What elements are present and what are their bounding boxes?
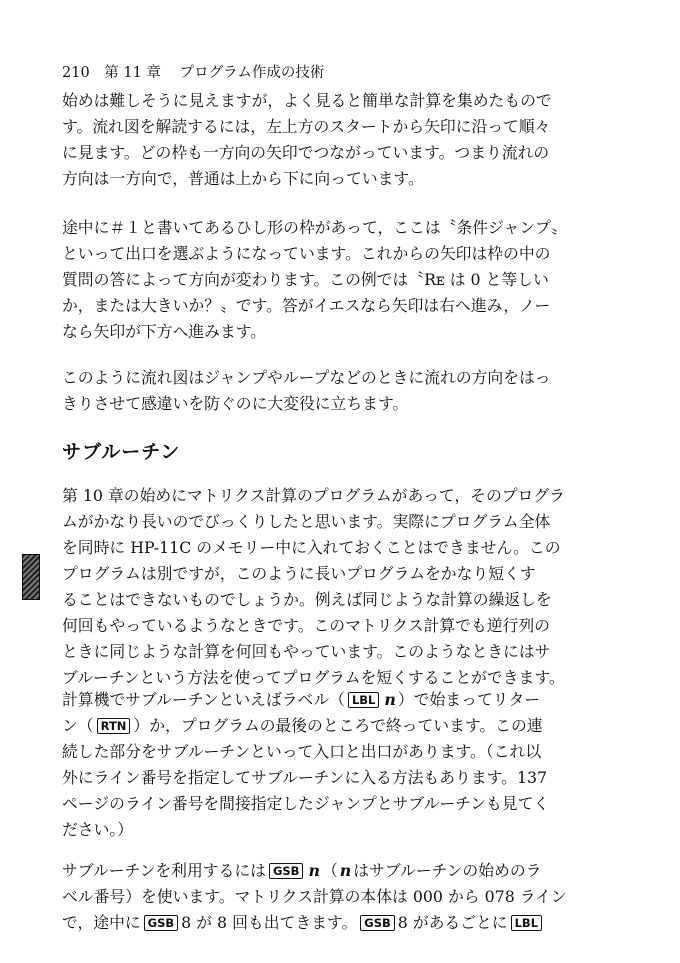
text-line: 続した部分をサブルーチンといって入口と出口があります。（これ以 (62, 742, 542, 761)
text-run: で，途中に (62, 913, 141, 932)
running-header (62, 62, 622, 84)
text-line: ページのライン番号を間接指定したジャンプとサブルーチンも見てく (62, 794, 550, 813)
text-line: 途中に＃１と書いてあるひし形の枠があって，ここは〝条件ジャンプ〟 (62, 218, 567, 237)
text-run: ）か，プログラムの最後のところで終っています。この連 (133, 716, 543, 735)
text-run: ン（ (62, 716, 94, 735)
text-line: ブルーチンという方法を使ってプログラムを短くすることができます。 (62, 668, 565, 687)
paragraph-subroutine-definition (62, 687, 592, 843)
text-line: といって出口を選ぶようになっています。これからの矢印は枠の中の (62, 244, 551, 263)
text-line: ベル番号）を使います。マトリクス計算の本体は 000 から 078 ライン (62, 887, 567, 906)
paragraph-subroutine-intro (62, 483, 592, 691)
text-line: を同時に HP-11C のメモリー中に入れておくことはできません。この (62, 538, 561, 557)
text-run: 8 があるごとに (397, 913, 508, 932)
chapter-title: プログラム作成の技術 (179, 65, 325, 81)
paragraph-flowchart-reading (62, 88, 592, 192)
page-number: 210 (62, 65, 90, 81)
chapter-number: 第 11 章 (104, 65, 161, 81)
text-line: に見ます。どの枠も一方向の矢印でつながっています。つまり流れの (62, 143, 550, 162)
text-line (62, 858, 592, 884)
text-run: ）で始まってリター (397, 690, 541, 709)
chapter-thumb-tab (22, 554, 40, 600)
text-line: 何回もやっているようなときです。このマトリクス計算でも逆行列の (62, 616, 550, 635)
paragraph-conditional-jump (62, 215, 592, 345)
text-line: 質問の答によって方向が変わります。この例では〝Rᴇ は 0 と等しい (62, 270, 549, 289)
gsb-key-label: GSB (144, 915, 179, 931)
text-line: ることはできないものでしょうか。例えば同じような計算の繰返しを (62, 590, 552, 609)
text-line: きりさせて感違いを防ぐのに大変役に立ちます。 (62, 394, 409, 413)
text-line: ムがかなり長いのでびっくりしたと思います。実際にプログラム全体 (62, 512, 551, 531)
text-line: ださい。） (62, 820, 134, 839)
text-line: 始めは難しそうに見えますが，よく見ると簡単な計算を集めたもので (62, 91, 552, 110)
variable-n: n (339, 861, 352, 880)
lbl-key-label: LBL (511, 915, 542, 931)
gsb-key-label: GSB (360, 915, 395, 931)
section-heading: サブルーチン (62, 441, 181, 463)
text-line: ときに同じような計算を何回もやっています。このようなときにはサ (62, 642, 551, 661)
text-line (62, 687, 592, 713)
text-line: プログラムは別ですが，このように長いプログラムをかなり短くす (62, 564, 536, 583)
text-line: なら矢印が下方へ進みます。 (62, 322, 267, 341)
text-line: 第 10 章の始めにマトリクス計算のプログラムがあって，そのプログラ (62, 486, 565, 505)
text-line: 方向は一方向で，普通は上から下に向っています。 (62, 169, 424, 188)
text-line: 外にライン番号を指定してサブルーチンに入る方法もあります。137 (62, 768, 548, 787)
paragraph-flowchart-usefulness (62, 365, 592, 417)
paragraph-gsb-usage (62, 858, 592, 936)
text-line: す。流れ図を解読するには，左上方のスタートから矢印に沿って順々 (62, 117, 551, 136)
variable-n: n (384, 690, 396, 709)
variable-n: n (308, 861, 320, 880)
text-line (62, 910, 592, 936)
text-run: 計算機でサブルーチンといえばラベル（ (62, 690, 345, 709)
text-run: 8 が 8 回も出てきます。 (181, 913, 358, 932)
text-line: か，または大きいか？〟です。答がイエスなら矢印は右へ進み，ノー (62, 296, 551, 315)
text-run: （ (321, 861, 338, 880)
rtn-key-label: RTN (97, 718, 131, 734)
lbl-key-label: LBL (348, 692, 379, 708)
gsb-key-label: GSB (269, 863, 304, 879)
text-line (62, 713, 592, 739)
text-line: このように流れ図はジャンプやループなどのときに流れの方向をはっ (62, 368, 551, 387)
text-run: サブルーチンを利用するには (62, 861, 266, 880)
text-run: はサブルーチンの始めのラ (353, 861, 542, 880)
